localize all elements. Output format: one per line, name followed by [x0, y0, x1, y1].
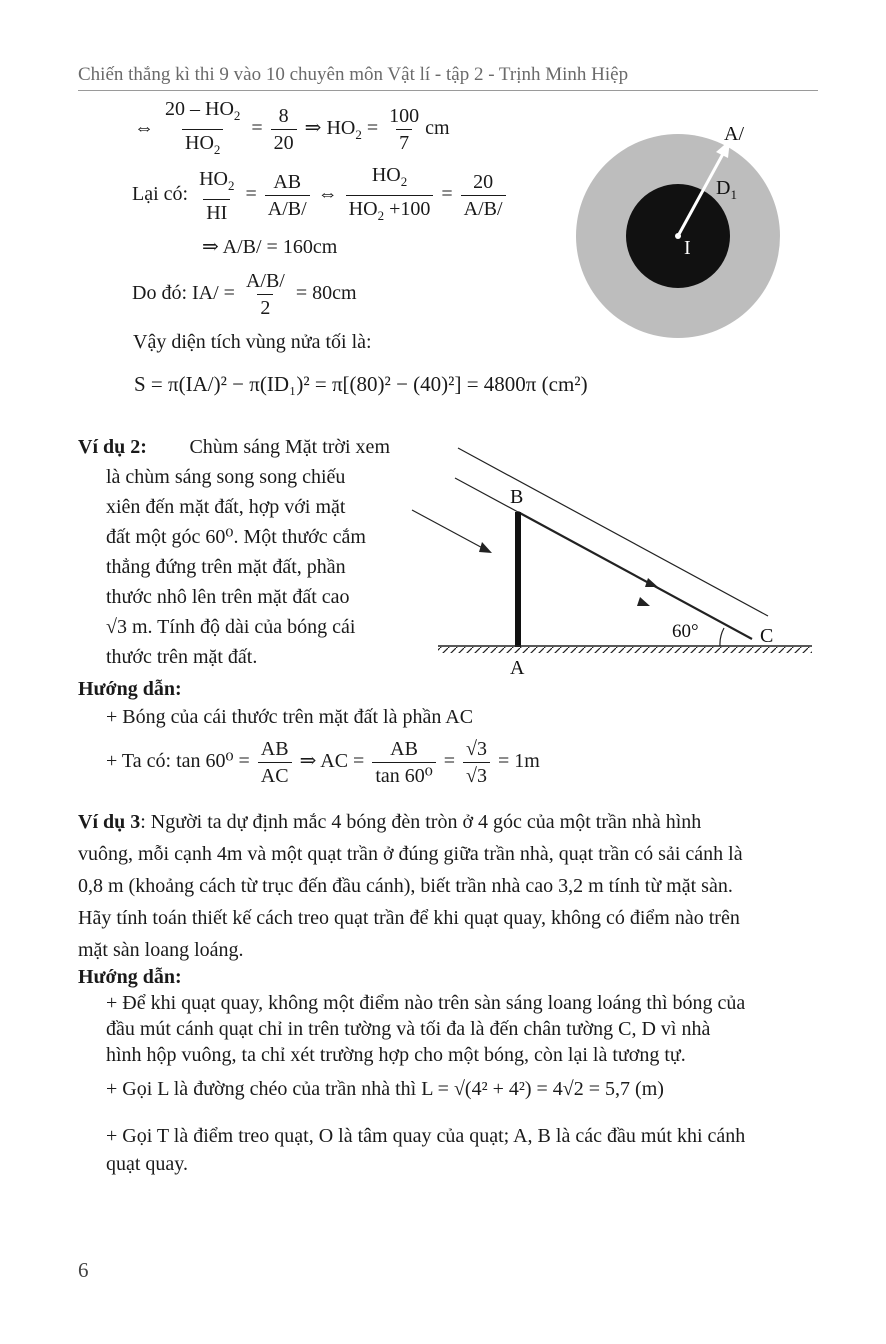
label-d1: $D_1$ [716, 177, 737, 202]
light-ray [412, 510, 490, 552]
equation-ratio: Lại có: $\frac{HO_2}{HI}$ = $\frac{AB}{A/B/}$ ⇔ $\frac{HO_2}{HO_2 +100}$ = $\frac{20}{A/B/}$ [132, 162, 509, 229]
example3-para2: + Gọi L là đường chéo của trần nhà thì L = √(4² + 4²) = 4√2 = 5,7 (m) [106, 1078, 664, 1100]
label-a-prime: A/ [724, 123, 744, 145]
fraction: $\frac{20}{A/B/}$ [461, 169, 506, 222]
label-i: I [684, 237, 691, 259]
example2-block: Ví dụ 2: Chùm sáng Mặt trời xem là chùm sáng song song chiếu xiên đến mặt đất, hợp với mặt đất một góc 60⁰. Một thước cắm thẳng đứng trên mặt đất, phần thước nhô lên trên mặt đất cao √3 m. Tính độ dài của bóng cái thước trên mặt đất. [78, 432, 390, 672]
fraction: $\frac{HO_2}{HO_2 +100}$ [346, 162, 434, 229]
angle-label: 60° [672, 621, 699, 642]
fraction: $\frac{√3}{√3}$ [463, 736, 490, 789]
conclusion-text: Vậy diện tích vùng nửa tối là: [133, 331, 372, 353]
equation-ab: ⇒ A/B/ = 160cm [202, 236, 338, 258]
equation-ho2: ⇔ $\frac{20 - HO_2}{HO_2}$ = $\frac{8}{20}$ ⇒ $HO_2$ = $\frac{100}{7}$ cm [134, 96, 450, 163]
fraction: $\frac{AB}{AC}$ [258, 736, 292, 789]
equation-ia: Do đó: IA/ = $\frac{A/B/}{2}$ = 80cm [132, 270, 357, 319]
page-number: 6 [78, 1258, 89, 1282]
light-ray [458, 448, 768, 616]
example2-guide-heading: Hướng dẫn: [78, 678, 182, 700]
penumbra-figure [570, 118, 790, 348]
example3-block: Ví dụ 3: Người ta dự định mắc 4 bóng đèn tròn ở 4 góc của một trần nhà hình vuông, mỗi cạnh 4m và một quạt trần ở đúng giữa trần nhà, quạt trần có sải cánh là 0,8 m (khoảng cách từ trục đến đầu cánh), biết trần nhà cao 3,2 m tính từ mặt sàn. Hãy tính toán thiết kế cách treo quạt trần để khi quạt quay, không có điểm nào trên mặt sàn loang loáng. [78, 811, 743, 961]
example3-title: Ví dụ 3 [78, 811, 141, 833]
example3-para3: + Gọi T là điểm treo quạt, O là tâm quay của quạt; A, B là các đầu mút khi cánh quạt quay. [106, 1125, 746, 1175]
example3-para1: + Để khi quạt quay, không một điểm nào trên sàn sáng loang loáng thì bóng của đầu mút cánh quạt chỉ in trên tường và tối đa là đến chân tường C, D vì nhà hình hộp vuông, ta chỉ xét trường hợp cho một bóng, còn lại là tương tự. [106, 992, 746, 1066]
fraction: $\frac{8}{20}$ [271, 103, 297, 156]
example3-guide-heading: Hướng dẫn: [78, 966, 182, 988]
light-ray-through-b [518, 512, 752, 639]
header-divider [78, 90, 818, 91]
fraction: $\frac{100}{7}$ [389, 105, 420, 154]
arrow-icon [645, 578, 658, 587]
center-point [675, 233, 681, 239]
iff-symbol: ⇔ [134, 117, 154, 140]
example2-step2: + Ta có: tan 60⁰ = $\frac{AB}{AC}$ ⇒ AC = $\frac{AB}{\text{tan 60⁰}}$ = $\frac{√3}{√3}$ = 1m [106, 738, 540, 787]
example2-title: Ví dụ 2: [78, 436, 147, 458]
arrow-icon [637, 597, 650, 606]
label-c: C [760, 625, 774, 647]
ground-hatch [438, 647, 812, 653]
fraction: $\frac{AB}{\text{tan 60⁰}}$ [372, 736, 435, 789]
fraction: $\frac{HO_2}{HI}$ [199, 167, 235, 224]
label-a: A [510, 657, 525, 679]
area-formula: S = π(IA/)² − π(ID₁)² = π[(80)² − (40)²] = 4800π (cm²) [134, 372, 588, 396]
fraction: $\frac{A/B/}{2}$ [245, 270, 285, 319]
light-ray [455, 478, 518, 512]
label-b: B [510, 486, 524, 508]
page-header: Chiến thắng kì thi 9 vào 10 chuyên môn Vật lí - tập 2 - Trịnh Minh Hiệp [78, 64, 629, 85]
fraction: $\frac{AB}{A/B/}$ [265, 169, 310, 222]
example2-step1: + Bóng của cái thước trên mặt đất là phần AC [106, 706, 474, 728]
sunlight-figure [400, 440, 820, 680]
fraction: $\frac{20 - HO_2}{HO_2}$ [162, 96, 243, 163]
angle-arc [720, 628, 724, 646]
arrow-icon [479, 542, 492, 553]
